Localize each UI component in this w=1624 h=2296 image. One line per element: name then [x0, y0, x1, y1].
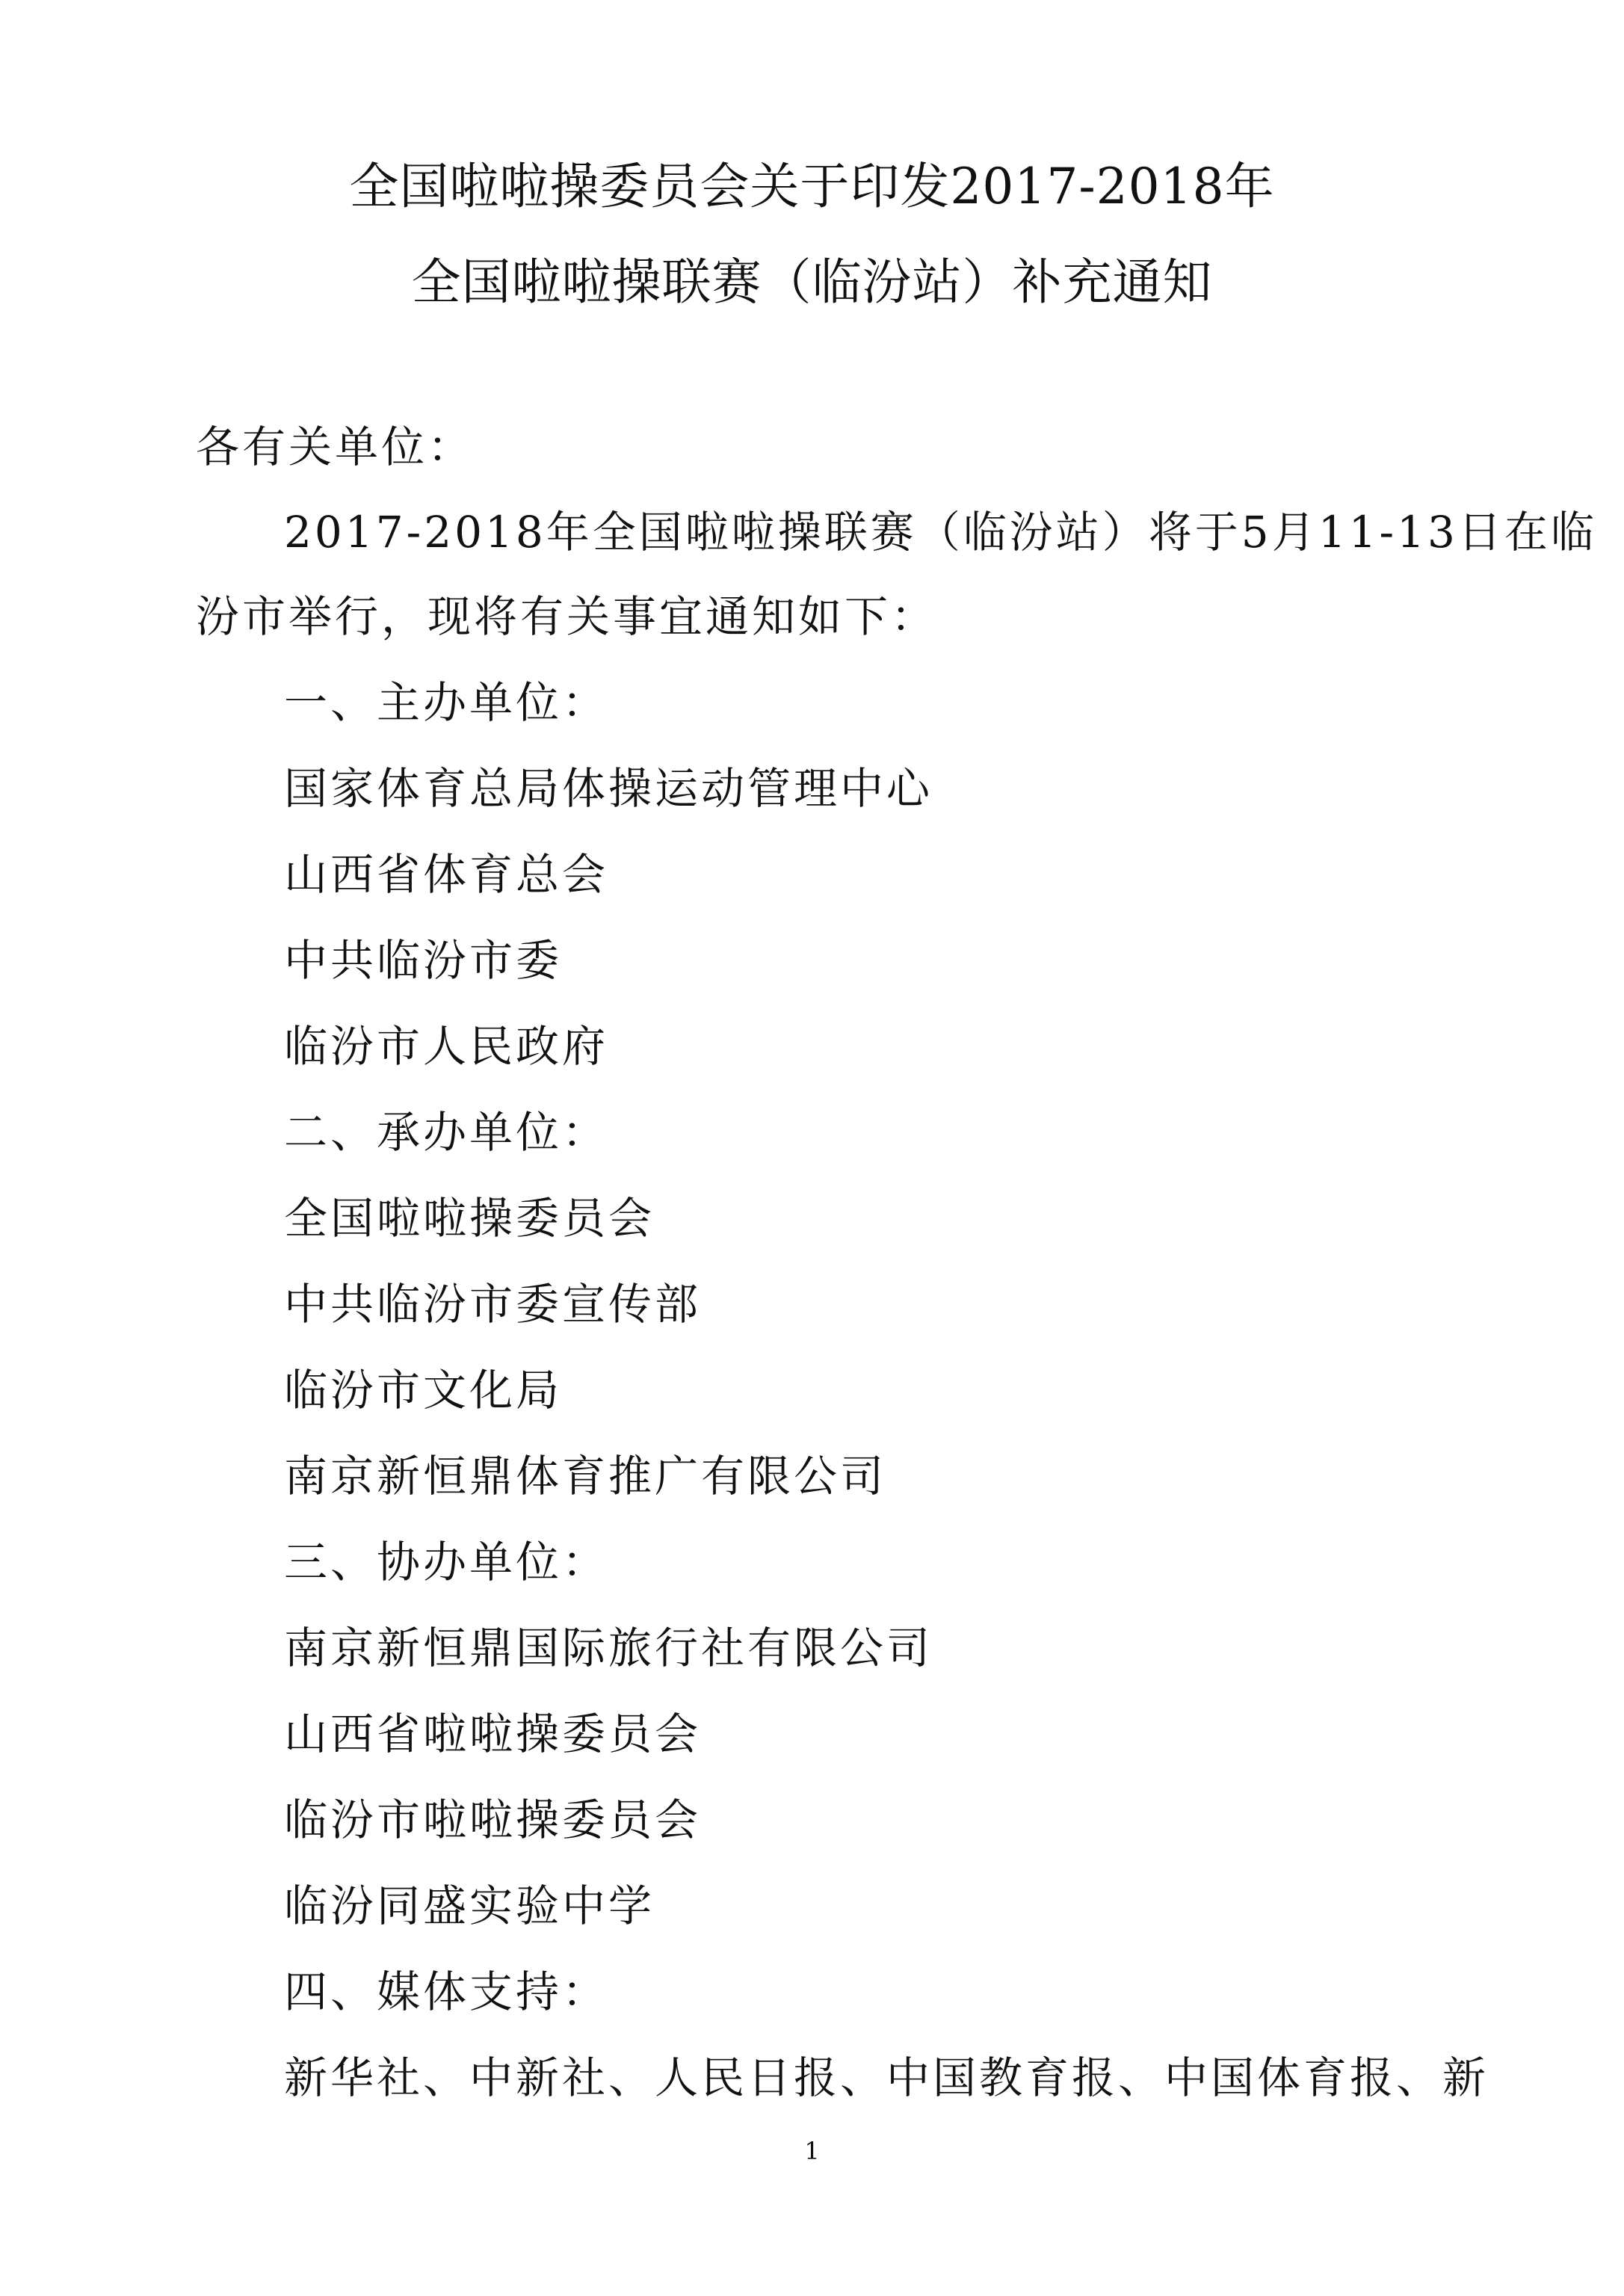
salutation: 各有关单位： — [196, 422, 475, 472]
page-number: 1 — [804, 2137, 820, 2165]
list-item: 临汾市啦啦操委员会 — [284, 1794, 702, 1845]
list-item: 新华社、中新社、人民日报、中国教育报、中国体育报、新 — [284, 2052, 1489, 2103]
section-heading: 一、主办单位： — [284, 677, 609, 728]
list-item: 南京新恒鼎体育推广有限公司 — [284, 1451, 887, 1502]
list-item: 中共临汾市委 — [284, 935, 563, 986]
section-heading: 二、承办单位： — [284, 1107, 609, 1158]
list-item: 山西省体育总会 — [284, 849, 609, 900]
list-item: 中共临汾市委宣传部 — [284, 1279, 702, 1330]
title-line-1: 全国啦啦操委员会关于印发2017-2018年 — [349, 158, 1275, 215]
section-heading: 四、媒体支持： — [284, 1966, 609, 2017]
list-item: 临汾同盛实验中学 — [284, 1880, 655, 1931]
intro-line-1: 2017-2018年全国啦啦操联赛（临汾站）将于5月11-13日在临 — [284, 507, 1597, 558]
title-line-2: 全国啦啦操联赛（临汾站）补充通知 — [411, 253, 1213, 311]
list-item: 全国啦啦操委员会 — [284, 1193, 655, 1244]
list-item: 临汾市人民政府 — [284, 1021, 609, 1072]
list-item: 临汾市文化局 — [284, 1365, 563, 1416]
list-item: 山西省啦啦操委员会 — [284, 1709, 702, 1759]
intro-line-2: 汾市举行，现将有关事宜通知如下： — [196, 591, 938, 642]
list-item: 南京新恒鼎国际旅行社有限公司 — [284, 1623, 933, 1673]
list-item: 国家体育总局体操运动管理中心 — [284, 763, 933, 814]
section-heading: 三、协办单位： — [284, 1537, 609, 1587]
